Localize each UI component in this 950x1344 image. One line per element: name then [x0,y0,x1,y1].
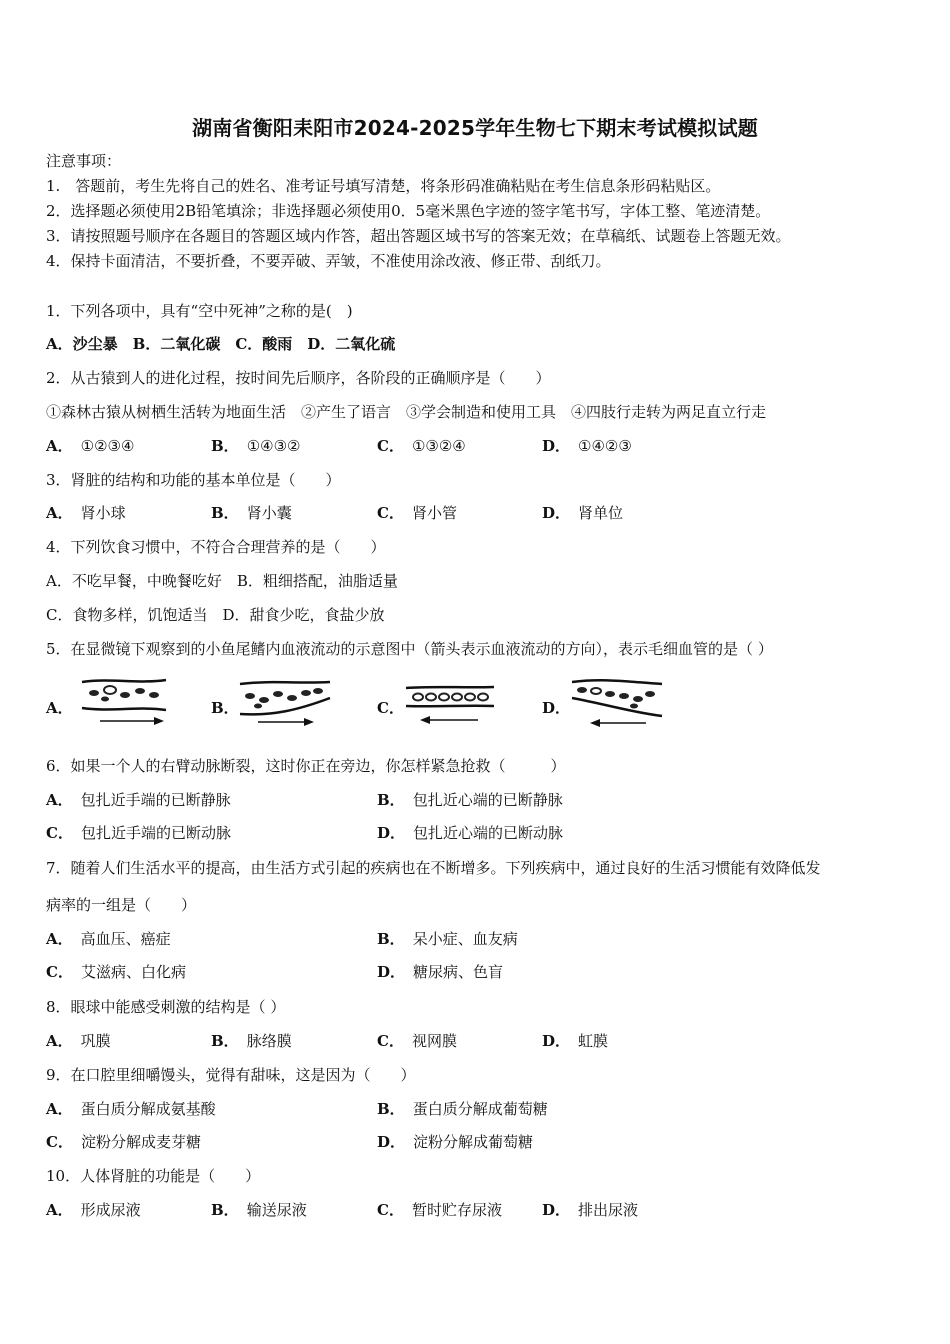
question-6-option-b: B． 包扎近心端的已断静脉 [377,791,563,809]
vessel-diagram-b [238,676,334,728]
question-6-option-c: C． 包扎近手端的已断动脉 [46,824,231,842]
question-7-stem: 7．随着人们生活水平的提高，由生活方式引起的疾病也在不断增多。下列疾病中，通过良好的生活习惯能有效降低发 [46,859,821,877]
question-10-option-d: D． 排出尿液 [542,1201,639,1219]
question-1-options: A．沙尘暴 B．二氧化碳 C．酸雨 D．二氧化硫 [46,335,396,353]
vessel-diagram-d [570,676,666,728]
question-5-stem: 5．在显微镜下观察到的小鱼尾鳍内血液流动的示意图中（箭头表示血液流动的方向），表示毛细血管的是（ ） [46,640,773,658]
notice-item: 4．保持卡面清洁，不要折叠，不要弄破、弄皱，不准使用涂改液、修正带、刮纸刀。 [46,252,611,270]
question-9-option-b: B． 蛋白质分解成葡萄糖 [377,1100,548,1118]
page-title: 湖南省衡阳耒阳市2024-2025学年生物七下期末考试模拟试题 [192,116,758,140]
vessel-diagram-c [404,680,496,728]
question-5-option-b: B． [211,699,239,717]
question-9-stem: 9．在口腔里细嚼馒头，觉得有甜味，这是因为（ ） [46,1066,416,1084]
question-7-option-d: D． 糖尿病、色盲 [377,963,504,981]
question-4-options-ab: A．不吃早餐，中晚餐吃好 B．粗细搭配，油脂适量 [46,572,398,590]
question-7-option-c: C． 艾滋病、白化病 [46,963,186,981]
question-9-option-c: C． 淀粉分解成麦芽糖 [46,1133,201,1151]
question-5-option-c: C． [377,699,404,717]
question-6-stem: 6．如果一个人的右臂动脉断裂，这时你正在旁边，你怎样紧急抢救（ ） [46,757,566,775]
question-10-option-c: C． 暂时贮存尿液 [377,1201,502,1219]
question-10-stem: 10．人体肾脏的功能是（ ） [46,1167,261,1185]
notice-item: 2．选择题必须使用2B铅笔填涂；非选择题必须使用0．5毫米黑色字迹的签字笔书写，字体工整、笔迹清楚。 [46,202,771,220]
question-2-option-d: D． ①④②③ [542,437,632,455]
question-2-option-a: A． ①②③④ [46,437,135,455]
question-6-option-d: D． 包扎近心端的已断动脉 [377,824,564,842]
question-10-option-b: B． 输送尿液 [211,1201,307,1219]
notice-heading: 注意事项： [46,152,122,170]
question-9-option-a: A． 蛋白质分解成氨基酸 [46,1100,216,1118]
question-1-stem: 1．下列各项中，具有“空中死神”之称的是( ) [46,302,353,320]
question-3-option-a: A． 肾小球 [46,504,126,522]
question-7-stem-cont: 病率的一组是（ ） [46,896,197,914]
vessel-diagram-a [80,676,170,728]
notice-item: 1. 答题前，考生先将自己的姓名、准考证号填写清楚，将条形码准确粘贴在考生信息条形码粘贴区。 [46,177,721,195]
question-8-stem: 8．眼球中能感受刺激的结构是（ ） [46,998,286,1016]
question-8-option-a: A． 巩膜 [46,1032,111,1050]
question-9-option-d: D． 淀粉分解成葡萄糖 [377,1133,534,1151]
question-7-option-b: B． 呆小症、血友病 [377,930,518,948]
question-8-option-d: D． 虹膜 [542,1032,609,1050]
question-5-option-a: A． [46,699,73,717]
question-2-stages: ①森林古猿从树栖生活转为地面生活 ②产生了语言 ③学会制造和使用工具 ④四肢行走转为两足直立行走 [46,403,767,421]
question-2-stem: 2．从古猿到人的进化过程，按时间先后顺序，各阶段的正确顺序是（ ） [46,369,551,387]
question-2-option-b: B． ①④③② [211,437,301,455]
question-5-option-d: D． [542,699,571,717]
question-7-option-a: A． 高血压、癌症 [46,930,171,948]
question-4-stem: 4．下列饮食习惯中，不符合合理营养的是（ ） [46,538,386,556]
question-4-options-cd: C．食物多样，饥饱适当 D．甜食少吃，食盐少放 [46,606,385,624]
question-8-option-b: B． 脉络膜 [211,1032,292,1050]
notice-item: 3．请按照题号顺序在各题目的答题区域内作答，超出答题区域书写的答案无效；在草稿纸、试题卷上答题无效。 [46,227,791,245]
question-3-stem: 3．肾脏的结构和功能的基本单位是（ ） [46,471,341,489]
question-10-option-a: A． 形成尿液 [46,1201,141,1219]
question-3-option-d: D． 肾单位 [542,504,624,522]
question-3-option-c: C． 肾小管 [377,504,457,522]
question-6-option-a: A． 包扎近手端的已断静脉 [46,791,231,809]
question-8-option-c: C． 视网膜 [377,1032,457,1050]
question-3-option-b: B． 肾小囊 [211,504,292,522]
question-2-option-c: C． ①③②④ [377,437,466,455]
